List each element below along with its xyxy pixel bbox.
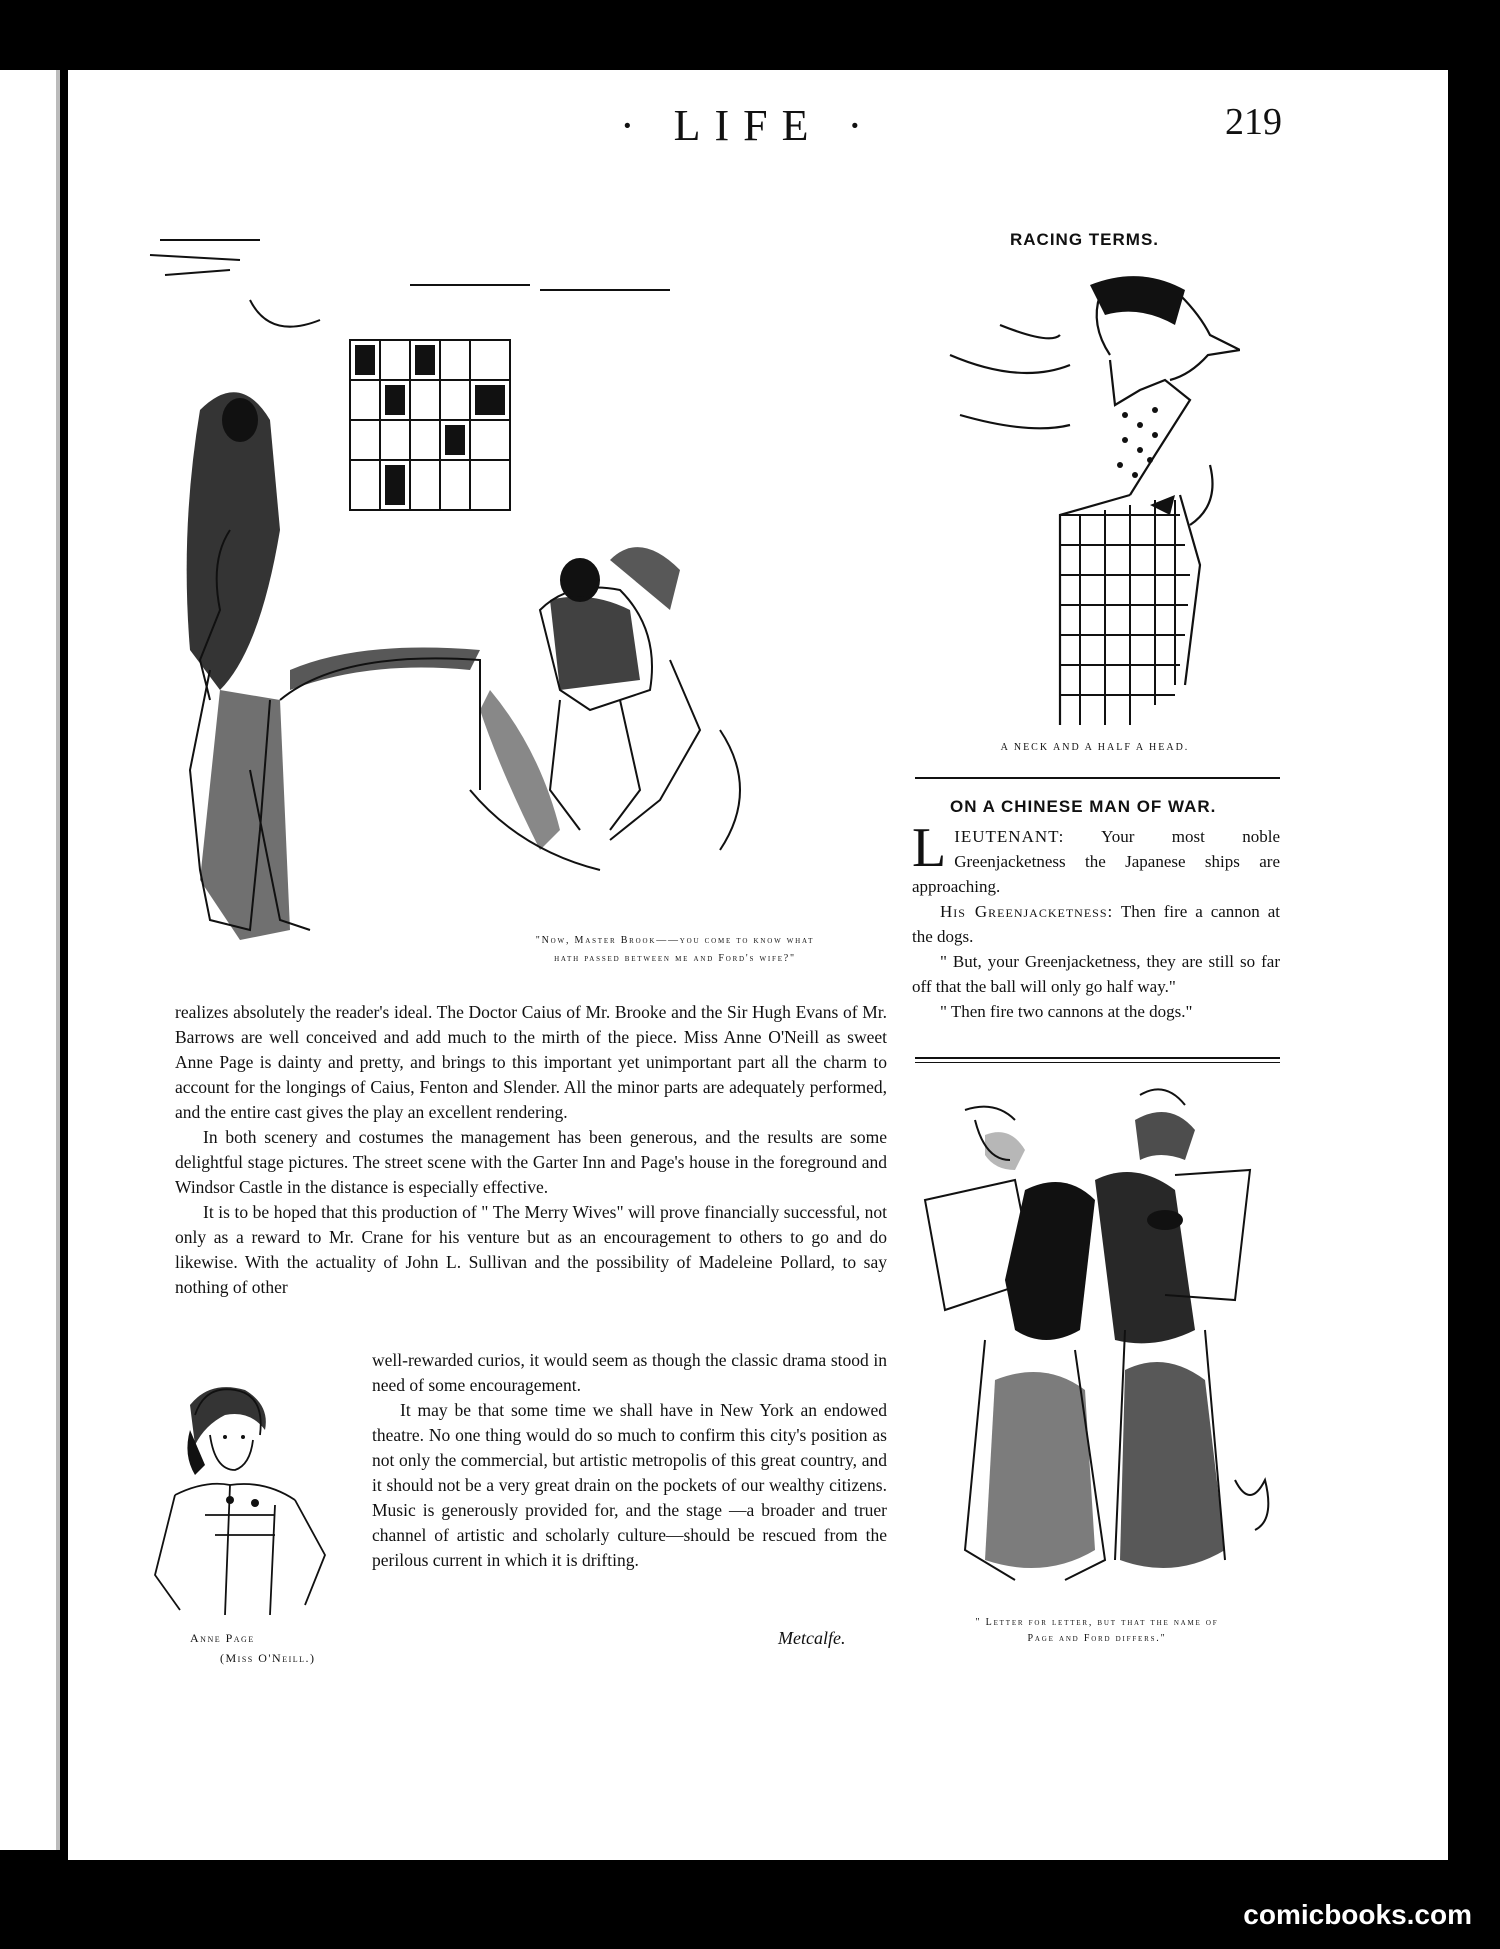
article-paragraph-3a: It is to be hoped that this production of " The Merry Wives" will prove financially successful, not only as a reward to Mr. Crane for his venture but as an encouragement to others to go and do likewise. With the actuality of John L. Sullivan and the possibility of Madeleine Pollard, to say nothing of other xyxy=(175,1202,887,1297)
anne-page-caption xyxy=(160,1628,360,1668)
drop-cap: L xyxy=(912,817,947,879)
two-ladies-caption xyxy=(912,1615,1282,1647)
masthead: · LIFE · xyxy=(620,101,877,150)
two-ladies-illustration xyxy=(905,1080,1285,1600)
article-paragraph-1: realizes absolutely the reader's ideal. The Doctor Caius of Mr. Brooke and the Sir Hugh Evans of Mr. Barrows are well conceived and add much to the mirth of the piece. Miss Anne O'Neill as sweet Anne Page is dainty and pretty, and brings to this important yet unimportant part all the charm to account for the longings of Caius, Fenton and Slender. All the minor parts are adequately performed, and the entire cast gives the play an excellent rendering. xyxy=(175,1002,887,1122)
anne-page-portrait xyxy=(135,1375,350,1615)
article-paragraph-2: In both scenery and costumes the management has been generous, and the results are some delightful stage pictures. The street scene with the Garter Inn and Page's house in the foreground and Windsor Castle in the distance is especially effective. xyxy=(175,1127,887,1197)
previous-page-edge xyxy=(0,70,60,1850)
chinese-man-of-war-text xyxy=(912,817,1280,1024)
greenjacketness-speech: Then fire a cannon at the dogs. xyxy=(912,902,1280,946)
stage-caption-line-1: "Now, Master Brook——you come to know what xyxy=(535,935,815,946)
article-column-bottom xyxy=(372,1348,887,1573)
stage-scene-illustration xyxy=(140,230,890,945)
greenjacketness-line xyxy=(912,899,1280,949)
stage-scene-caption xyxy=(470,932,880,968)
lieutenant-line xyxy=(912,817,1280,899)
racing-terms-caption: A NECK AND A HALF A HEAD. xyxy=(1000,742,1190,753)
stage-scene-icon xyxy=(140,230,890,945)
racing-terms-title: RACING TERMS. xyxy=(1010,230,1159,249)
site-watermark: comicbooks.com xyxy=(1243,1899,1472,1930)
two-ladies-reading-icon xyxy=(905,1080,1285,1600)
lieutenant-speaker: IEUTENANT: xyxy=(954,827,1065,846)
racing-section-divider xyxy=(915,777,1280,779)
article-paragraph-4: It may be that some time we shall have in New York an endowed theatre. No one thing would do so much to confirm this city's position as not only the commercial, but artistic metropolis of this great country, and it should not be a very great drain on the pockets of our wealthy citizens. Music is generously provided for, and the stage —a broader and truer channel of artistic and scholarly culture—should be rescued from the perilous current in which it is drifting. xyxy=(372,1400,887,1570)
stage-caption-line-2: hath passed between me and Ford's wife?" xyxy=(554,953,796,964)
reply-line: " But, your Greenjacketness, they are still so far off that the ball will only go half way." xyxy=(912,952,1280,996)
article-signature: Metcalfe. xyxy=(778,1628,846,1648)
greenjacketness-speaker: His Greenjacketness: xyxy=(940,902,1114,921)
chinese-section-divider-top xyxy=(915,1057,1280,1059)
anne-page-portrait-icon xyxy=(135,1375,350,1615)
article-column-top xyxy=(175,1000,887,1300)
anne-page-caption-line-2: (Miss O'Neill.) xyxy=(220,1651,316,1665)
chinese-man-of-war-title: ON A CHINESE MAN OF WAR. xyxy=(950,797,1217,816)
anne-page-caption-line-1: Anne Page xyxy=(190,1631,255,1645)
jockey-caricature-icon xyxy=(940,265,1240,735)
ladies-caption-line-2: Page and Ford differs." xyxy=(1027,1633,1167,1644)
page-number: 219 xyxy=(1225,101,1282,143)
lieutenant-speech: Your most noble Greenjacketness the Japanese ships are approaching. xyxy=(912,827,1280,896)
ladies-caption-line-1: " Letter for letter, but that the name of xyxy=(975,1617,1219,1628)
chinese-section-divider-bottom xyxy=(915,1062,1280,1063)
jockey-caricature-illustration xyxy=(940,265,1240,735)
article-paragraph-3b: well-rewarded curios, it would seem as though the classic drama stood in need of some encouragement. xyxy=(372,1350,887,1395)
final-line: " Then fire two cannons at the dogs." xyxy=(940,1002,1193,1021)
